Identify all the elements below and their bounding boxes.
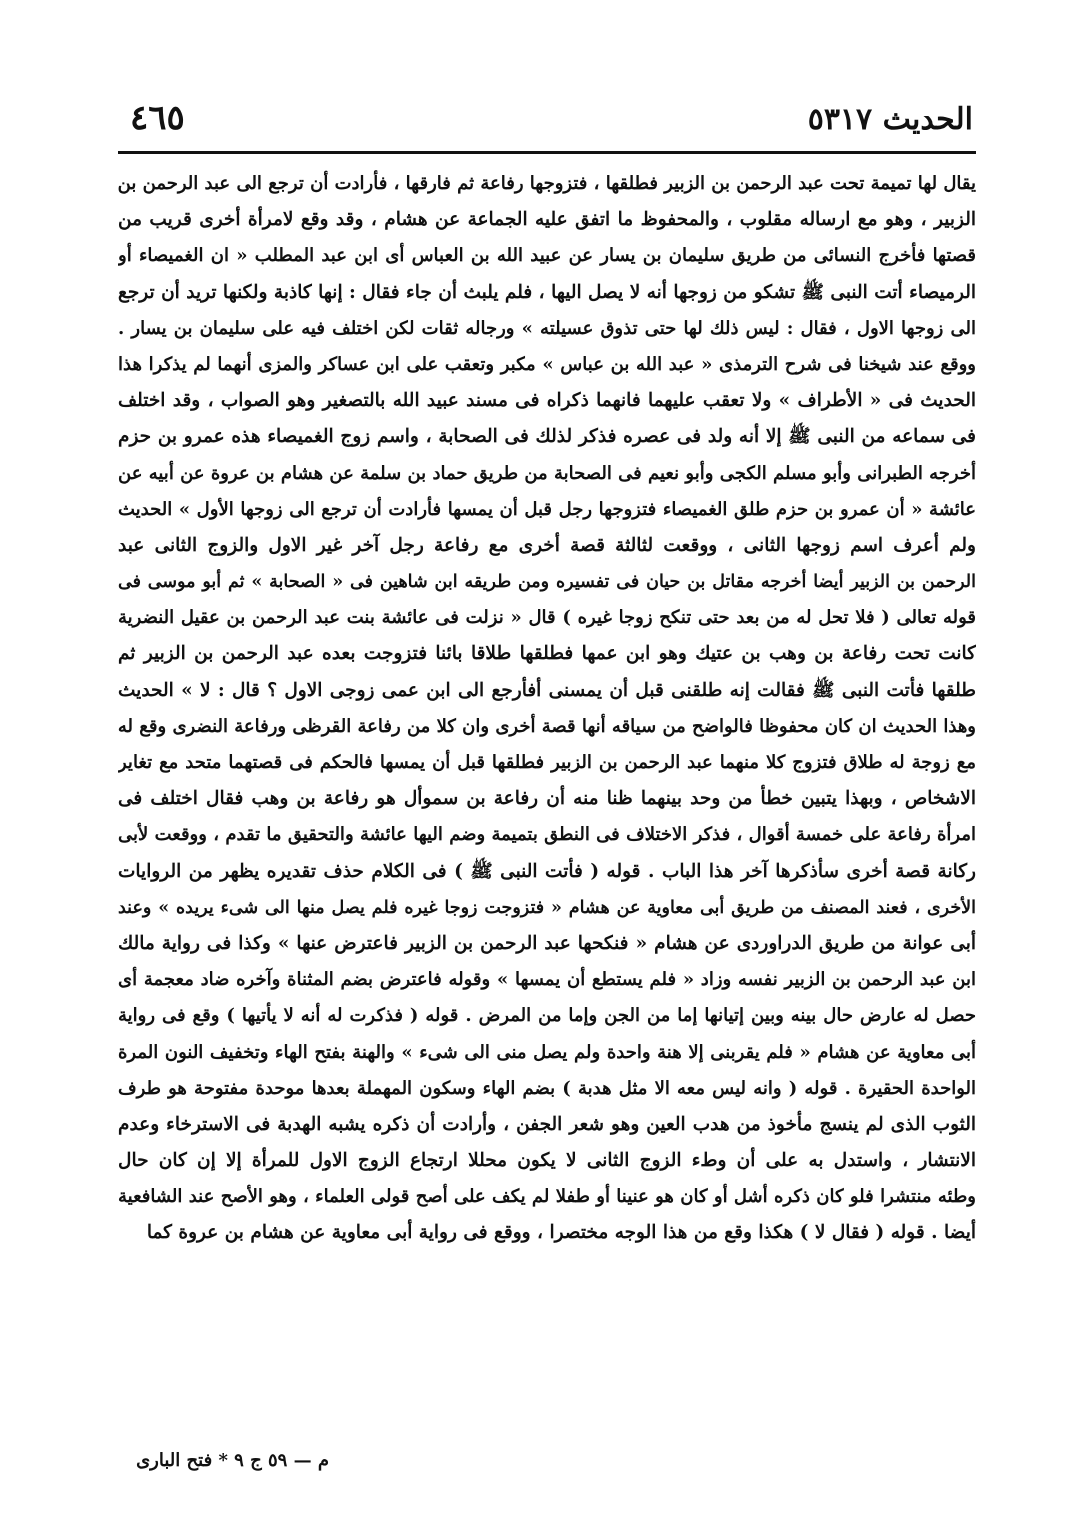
text-line: وهذا الحديث ان كان محفوظا فالواضح من سياقه أنها قصة أخرى وان كلا من رفاعة القرظى ورفاعة النضرى وقع له xyxy=(118,715,976,737)
text-line: الى زوجها الاول ، فقال : ليس ذلك لها حتى تذوق عسيلته » ورجاله ثقات لكن اختلف فيه على سليمان بن يسار . xyxy=(118,317,976,339)
text-line: أبى معاوية عن هشام « فلم يقربنى إلا هنة واحدة ولم يصل منى الى شىء » والهنة بفتح الهاء وتخفيف النون المرة xyxy=(118,1041,976,1063)
hadith-reference: الحديث ٥٣١٧ xyxy=(807,102,973,137)
text-line: فى سماعه من النبى ﷺ إلا أنه ولد فى عصره فذكر لذلك فى الصحابة ، واسم زوج الغميصاء هذه عمرو بن حزم xyxy=(118,426,976,448)
text-line: الاشخاص ، وبهذا يتبين خطأ من وحد بينهما ظنا منه أن رفاعة بن سموأل هو رفاعة بن وهب فقال اختلف فى xyxy=(118,788,976,810)
printer-signature: م — ٥٩ ج ٩ * فتح البارى xyxy=(136,1450,329,1471)
text-line: وطئه منتشرا فلو كان ذكره أشل أو كان هو عنينا أو طفلا لم يكف على أصح قولى العلماء ، وهو الأصح عند الشافعية xyxy=(118,1186,976,1208)
text-line: الحديث فى « الأطراف » ولا تعقب عليهما فانهما ذكراه فى مسند عبيد الله بالتصغير وهو الصواب ، وقد اختلف xyxy=(118,390,976,412)
text-line: الثوب الذى لم ينسج مأخوذ من هدب العين وهو شعر الجفن ، وأرادت أن ذكره يشبه الهدبة فى الاسترخاء وعدم xyxy=(118,1113,976,1135)
text-line: ووقع عند شيخنا فى شرح الترمذى « عبد الله بن عباس » مكبر وتعقب على ابن عساكر والمزى أنهما لم يذكرا هذا xyxy=(118,353,976,375)
body-text xyxy=(118,166,976,1252)
text-line: أبى عوانة من طريق الدراوردى عن هشام « فنكحها عبد الرحمن بن الزبير فاعترض عنها » وكذا فى رواية مالك xyxy=(118,932,976,954)
text-line: ابن عبد الرحمن بن الزبير نفسه وزاد « فلم يستطع أن يمسها » وقوله فاعترض بضم المثناة وآخره ضاد معجمة أى xyxy=(118,969,976,991)
page-header xyxy=(118,96,973,146)
text-line: الزبير ، وهو مع ارساله مقلوب ، والمحفوظ ما اتفق عليه الجماعة عن هشام ، وقد وقع لامرأة أخرى قريب من xyxy=(118,209,976,231)
text-line: ولم أعرف اسم زوجها الثانى ، ووقعت لثالثة قصة أخرى مع رفاعة رجل آخر غير الاول والزوج الثانى عبد xyxy=(118,534,976,556)
text-line: عائشة « أن عمرو بن حزم طلق الغميصاء فتزوجها رجل قبل أن يمسها فأرادت أن ترجع الى زوجها الأول » الحديث xyxy=(118,498,976,520)
text-line: الأخرى ، فعند المصنف من طريق أبى معاوية عن هشام « فتزوجت زوجا غيره فلم يصل منها الى شىء يريده » وعند xyxy=(118,897,976,918)
text-line: أخرجه الطبرانى وأبو مسلم الكجى وأبو نعيم فى الصحابة من طريق حماد بن سلمة عن هشام بن عروة عن أبيه عن xyxy=(118,462,976,484)
text-line: الرميصاء أتت النبى ﷺ تشكو من زوجها أنه لا يصل اليها ، فلم يلبث أن جاء فقال : إنها كاذبة ولكنها تريد أن ترجع xyxy=(118,281,976,303)
text-line: أيضا . قوله ( فقال لا ) هكذا وقع من هذا الوجه مختصرا ، ووقع فى رواية أبى معاوية عن هشام بن عروة كما xyxy=(146,1222,976,1244)
text-line: الواحدة الحقيرة . قوله ( وانه ليس معه الا مثل هدبة ) بضم الهاء وسكون المهملة بعدها موحدة مفتوحة هو طرف xyxy=(118,1077,976,1099)
page-number: ٤٦٥ xyxy=(130,98,185,138)
text-line: طلقها فأتت النبى ﷺ فقالت إنه طلقنى قبل أن يمسنى أفأرجع الى ابن عمى زوجى الاول ؟ قال : لا » الحديث xyxy=(118,679,976,701)
text-line: الانتشار ، واستدل به على أن وطء الزوج الثانى لا يكون محللا ارتجاع الزوج الاول للمرأة إلا إن كان حال xyxy=(118,1150,976,1172)
text-line: امرأة رفاعة على خمسة أقوال ، فذكر الاختلاف فى النطق بتميمة وضم اليها عائشة والتحقيق ما تقدم ، ووقعت لأبى xyxy=(118,824,976,846)
text-line: يقال لها تميمة تحت عبد الرحمن بن الزبير فطلقها ، فتزوجها رفاعة ثم فارقها ، فأرادت أن ترجع الى عبد الرحمن بن xyxy=(118,173,976,194)
text-line: كانت تحت رفاعة بن وهب بن عتيك وهو ابن عمها فطلقها طلاقا بائنا فتزوجت بعده عبد الرحمن بن الزبير ثم xyxy=(118,643,976,665)
text-line: ركانة قصة أخرى سأذكرها آخر هذا الباب . قوله ( فأتت النبى ﷺ ) فى الكلام حذف تقديره يظهر من الروايات xyxy=(118,860,976,882)
header-rule xyxy=(118,151,976,154)
text-line: الرحمن بن الزبير أيضا أخرجه مقاتل بن حيان فى تفسيره ومن طريقه ابن شاهين فى « الصحابة » ثم أبو موسى فى xyxy=(118,572,976,593)
text-line: مع زوجة له طلاق فتزوج كلا منهما عبد الرحمن بن الزبير فطلقها قبل أن يمسها فالحكم فى قصتهما متحد مع تغاير xyxy=(118,752,976,773)
text-line: قوله تعالى ( فلا تحل له من بعد حتى تنكح زوجا غيره ) قال « نزلت فى عائشة بنت عبد الرحمن بن عقيل النضرية xyxy=(118,607,976,629)
text-line: قصتها فأخرج النسائى من طريق سليمان بن يسار عن عبيد الله بن العباس أى ابن عبد المطلب « ان الغميصاء أو xyxy=(118,245,976,267)
text-line: حصل له عارض حال بينه وبين إتيانها إما من الجن وإما من المرض . قوله ( فذكرت له أنه لا يأتيها ) وقع فى رواية xyxy=(118,1005,976,1027)
